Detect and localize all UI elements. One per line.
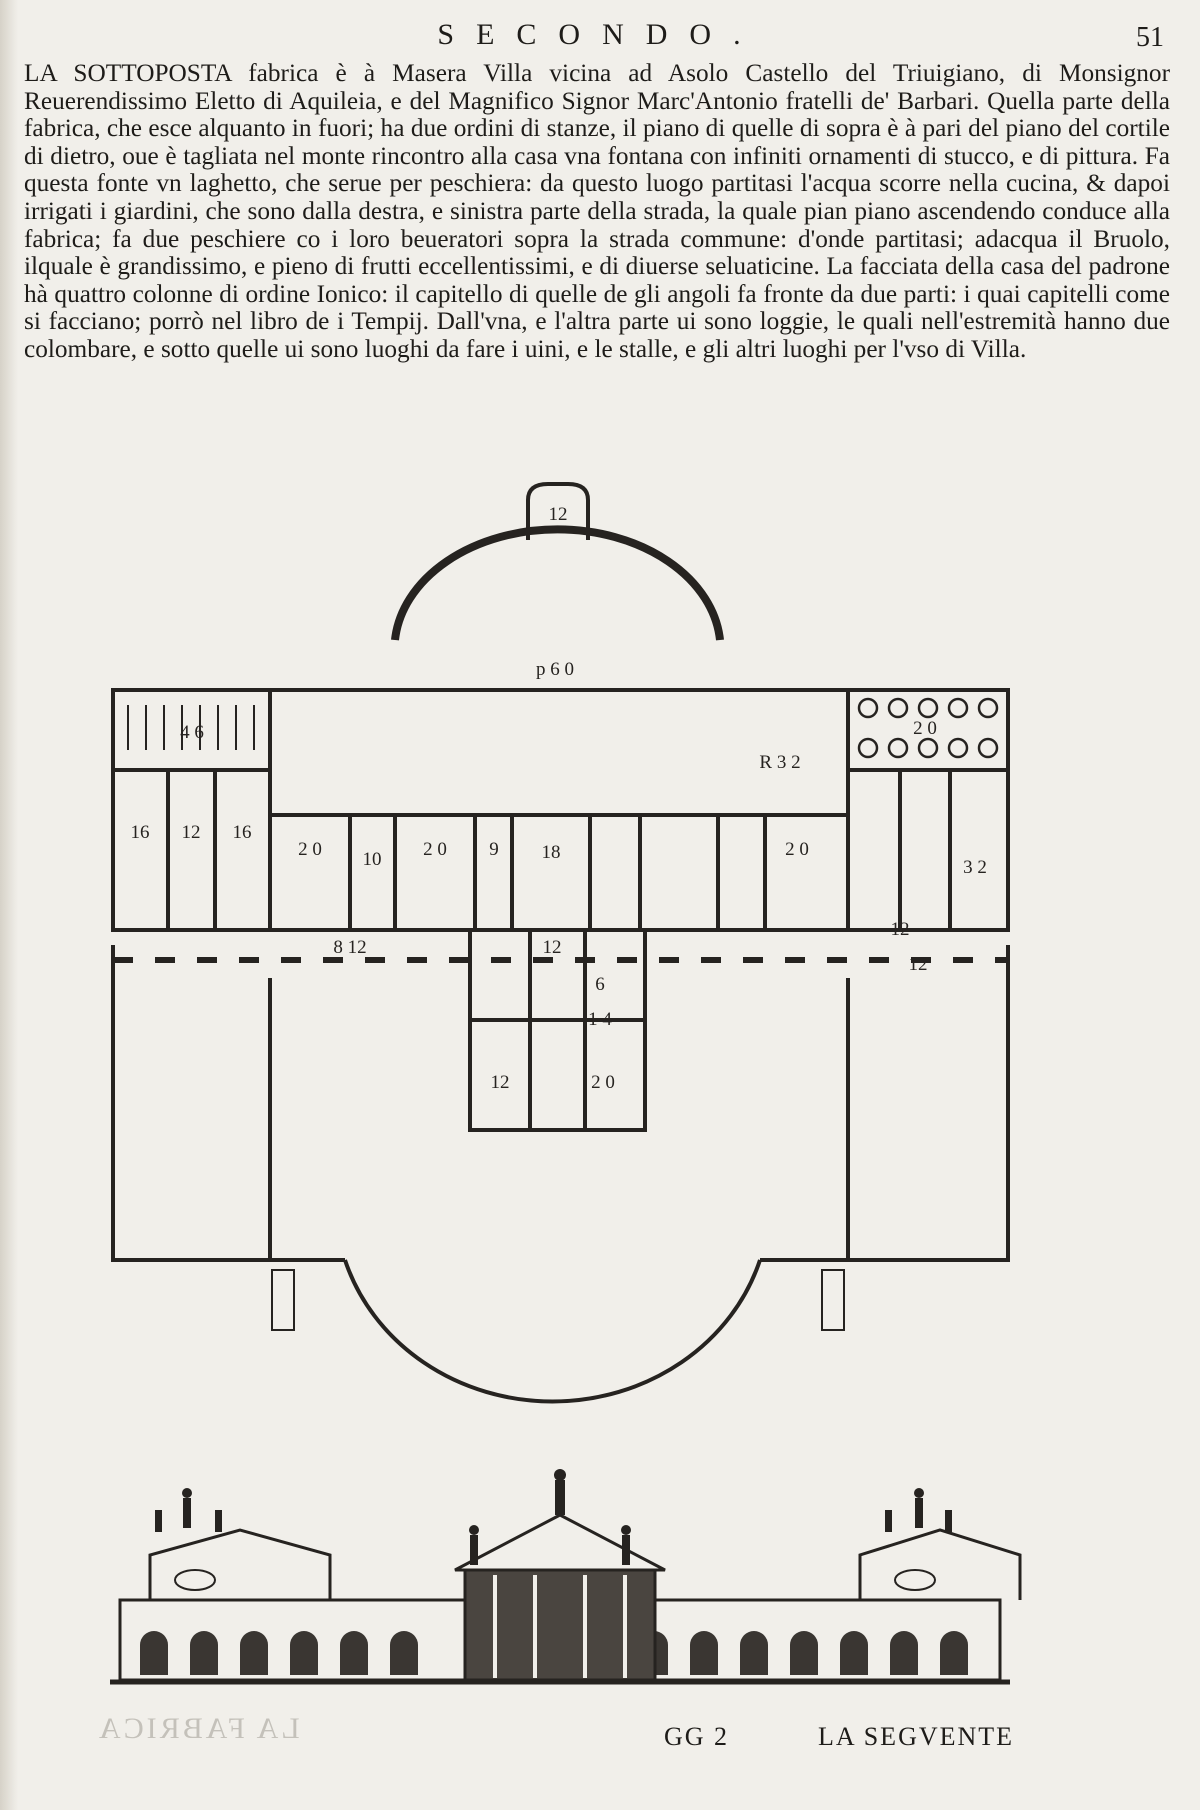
plan-label: 2 0	[591, 1072, 615, 1093]
page-number: 51	[1136, 22, 1164, 53]
plan-label: 8 12	[333, 937, 367, 958]
catchword: LA SEGVENTE	[818, 1722, 1015, 1751]
pediment	[455, 1515, 665, 1570]
plan-label: 12	[908, 954, 928, 975]
right-stair	[822, 1270, 844, 1330]
plan-label: R 3 2	[759, 752, 801, 773]
plan-label: 16	[130, 822, 150, 843]
plan-label: 12	[890, 919, 910, 940]
plan-label: 10	[362, 849, 382, 870]
bleedthrough-text: LA FABRICA	[96, 1712, 300, 1745]
plan-label: 2 0	[298, 839, 322, 860]
plan-label: 2 0	[913, 718, 937, 739]
plan-label: 9	[489, 839, 499, 860]
front-semicircle	[345, 1260, 760, 1401]
villa-barbaro-plate	[0, 480, 1200, 1695]
dovecote-oculus	[895, 1570, 935, 1590]
villa-description-paragraph: LA SOTTOPOSTA fabrica è à Masera Villa vicina ad Asolo Castello del Triuigiano, di Monsignor Reuerendissimo Eletto di Aquileia, e del Magnifico Signor Marc'Antonio fratelli de' Barbari. Quella parte della fabrica, che esce alquanto in fuori; ha due ordini di stanze, il piano di quelle di sopra è à pari del piano del cortile di dietro, oue è tagliata nel monte rincontro alla casa vna fontana con infiniti ornamenti di stucco, e di pittura. Fa questa fonte vn laghetto, che serue per peschiera: da questo luogo partitasi l'acqua scorre nella cucina, & dapoi irrigati i giardini, che sono dalla destra, e sinistra parte della strada, la quale pian piano ascendendo conduce alla fabrica; fa due peschiere co i loro beueratori sopra la strada commune: d'onde partitasi; adacqua il Bruolo, ilquale è grandissimo, e pieno di frutti eccellentissimi, e di diuerse seluaticine. La facciata della casa del padrone hà quattro colonne di ordine Ionico: il capitello di quelle de gli angoli fa fronte da due parti: i quai capitelli come si facciano; porrò nel libro de i Tempij. Dall'vna, e l'altra parte ui sono loggie, le quali nell'estremità hanno due colombare, e sotto quelle ui sono luoghi da fare i uini, e le stalle, e gli altri luoghi per l'vso di Villa.	[24, 59, 1170, 363]
plan-label: 16	[232, 822, 252, 843]
plan-label: 12	[490, 1072, 510, 1093]
plan-label: 3 2	[963, 857, 987, 878]
running-head: SECONDO.	[437, 18, 763, 51]
signature-mark: GG 2	[664, 1722, 730, 1751]
plan-label: 18	[541, 842, 561, 863]
body-text	[24, 60, 1170, 364]
left-side-block	[113, 945, 270, 1260]
right-side-block	[848, 945, 1008, 1260]
hemicycle-wall	[395, 529, 720, 640]
plan-label: 1 4	[588, 1009, 612, 1030]
left-stair	[272, 1270, 294, 1330]
dovecote-oculus	[175, 1570, 215, 1590]
plan-label: p 6 0	[536, 659, 574, 680]
left-dovecote	[150, 1530, 330, 1600]
plan-label: 12	[542, 937, 562, 958]
plan-label: 2 0	[423, 839, 447, 860]
plan-label: 12	[181, 822, 201, 843]
plan-label: 4 6	[180, 722, 204, 743]
plan-label: 6	[595, 974, 605, 995]
main-block-outline	[113, 690, 1008, 930]
plan-label: 12	[548, 504, 568, 525]
plan-labels	[131, 504, 987, 1093]
right-dovecote	[860, 1530, 1020, 1600]
catchline	[0, 1722, 1200, 1762]
plan-label: 2 0	[785, 839, 809, 860]
facade-elevation	[110, 1469, 1020, 1682]
